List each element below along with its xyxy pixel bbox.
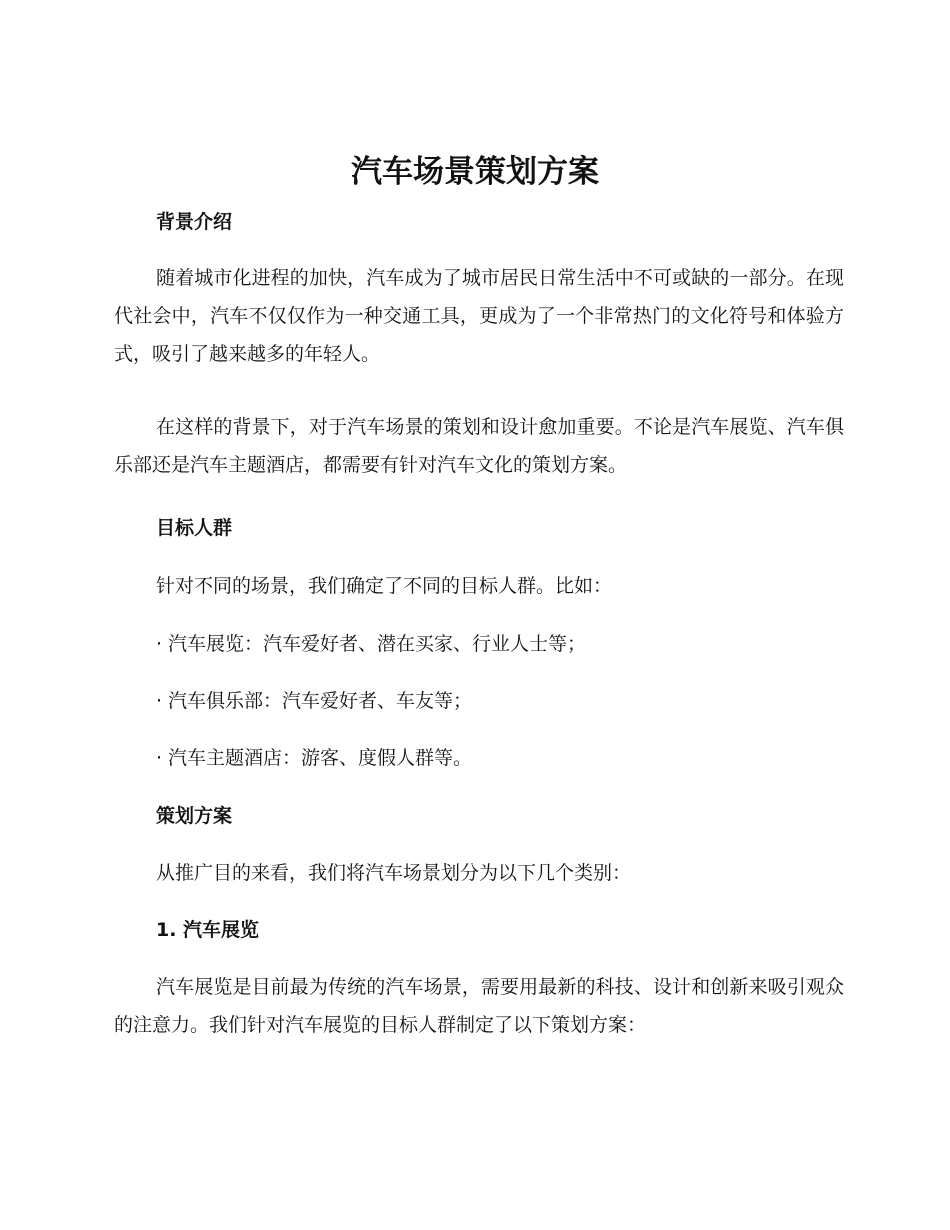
exhibition-paragraph: 汽车展览是目前最为传统的汽车场景，需要用最新的科技、设计和创新来吸引观众的注意力。我们针对汽车展览的目标人群制定了以下策划方案： (114, 976, 844, 1036)
section-heading-audience: 目标人群 (156, 517, 233, 539)
bullet-marker: · (156, 633, 163, 655)
section-heading-background: 背景介绍 (156, 211, 233, 233)
plan-intro: 从推广目的来看，我们将汽车场景划分为以下几个类别： (156, 862, 632, 884)
background-paragraph-1: 随着城市化进程的加快，汽车成为了城市居民日常生活中不可或缺的一部分。在现代社会中，汽车不仅仅作为一种交通工具，更成为了一个非常热门的文化符号和体验方式，吸引了越来越多的年轻人。 (114, 267, 844, 365)
audience-item-text: 汽车主题酒店：游客、度假人群等。 (168, 747, 473, 769)
bullet-marker: · (156, 747, 163, 769)
audience-list-item (156, 743, 472, 773)
background-paragraph-2: 在这样的背景下，对于汽车场景的策划和设计愈加重要。不论是汽车展览、汽车俱乐部还是汽车主题酒店，都需要有针对汽车文化的策划方案。 (114, 416, 844, 476)
document-title: 汽车场景策划方案 (351, 154, 599, 190)
audience-item-text: 汽车展览：汽车爱好者、潜在买家、行业人士等； (168, 633, 587, 655)
plan-subheading-exhibition: 1. 汽车展览 (156, 919, 260, 941)
section-heading-plan: 策划方案 (156, 805, 233, 827)
audience-list-item (156, 686, 472, 716)
bullet-marker: · (156, 690, 163, 712)
audience-item-text: 汽车俱乐部：汽车爱好者、车友等； (168, 690, 473, 712)
audience-list-item (156, 629, 586, 659)
audience-intro: 针对不同的场景，我们确定了不同的目标人群。比如： (156, 575, 613, 597)
